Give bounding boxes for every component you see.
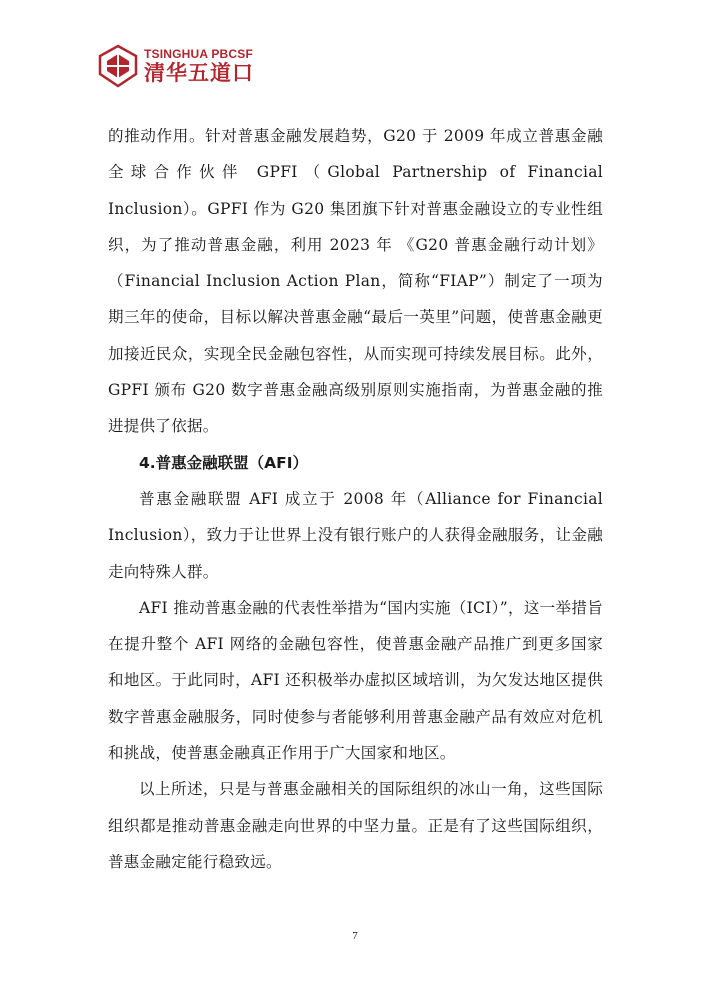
paragraph-conclusion: 以上所述，只是与普惠金融相关的国际组织的冰山一角，这些国际组织都是推动普惠金融走向世界的中坚力量。正是有了这些国际组织，普惠金融定能行稳致远。 bbox=[108, 780, 603, 871]
tsinghua-logo-icon bbox=[98, 44, 138, 88]
brand-logo bbox=[98, 40, 254, 92]
document-body bbox=[108, 118, 603, 880]
paragraph-afi-initiatives: AFI 推动普惠金融的代表性举措为“国内实施（ICI）”，这一举措旨在提升整个 AFI 网络的金融包容性，使普惠金融产品推广到更多国家和地区。于此同时，AFI 还积极举办虚拟区域培训，为欠发达地区提供数字普惠金融服务，同时使参与者能够利用普惠金融产品有效应对危机和挑战，使普惠金融真正作用于广大国家和地区。 bbox=[108, 598, 603, 763]
logo-english-text: TSINGHUA PBCSF bbox=[144, 47, 254, 61]
paragraph-afi-intro: 普惠金融联盟 AFI 成立于 2008 年（Alliance for Financial Inclusion），致力于让世界上没有银行账户的人获得金融服务，让金融走向特殊人群。 bbox=[108, 489, 603, 581]
section-heading: 4.普惠金融联盟（AFI） bbox=[139, 453, 309, 472]
paragraph-gpfi: 的推动作用。针对普惠金融发展趋势，G20 于 2009 年成立普惠金融全球合作伙伴 GPFI（Global Partnership of Financial Inclusion）。GPFI 作为 G20 集团旗下针对普惠金融设立的专业性组织，为了推动普惠金融，利用 2023 年 《G20 普惠金融行动计划》（Financial Inclusion Action Plan，简称“FIAP”）制定了一项为期三年的使命，目标以解决普惠金融“最后一英里”问题，使普惠金融更加接近民众，实现全民金融包容性，从而实现可持续发展目标。此外，GPFI 颁布 G20 数字普惠金融高级别原则实施指南，为普惠金融的推进提供了依据。 bbox=[108, 127, 603, 436]
page-number: 7 bbox=[352, 930, 358, 942]
logo-chinese-text: 清华五道口 bbox=[144, 61, 254, 85]
